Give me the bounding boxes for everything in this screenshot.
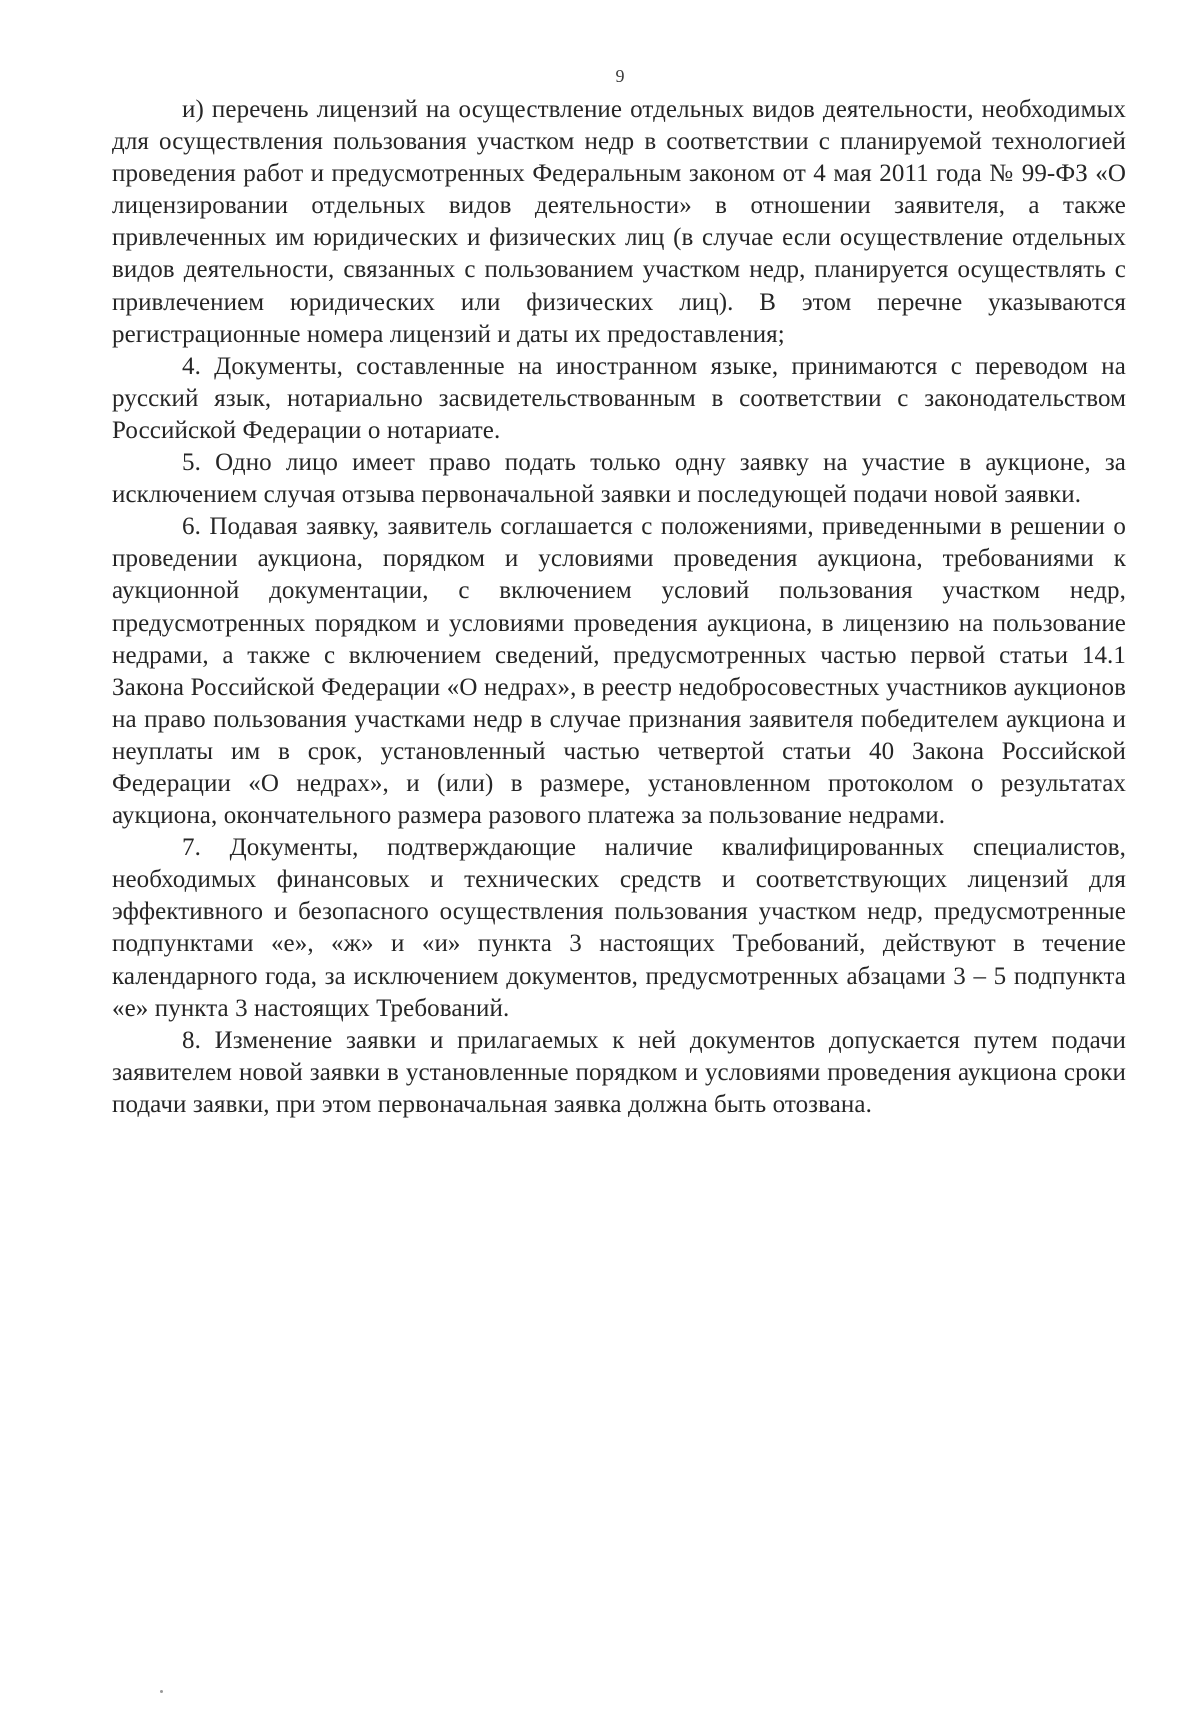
paragraph-7: 7. Документы, подтверждающие наличие квалифицированных специалистов, необходимых финансовых и технических средств и соответствующих лицензий для эффективного и безопасного осуществления пользования участком недр, предусмотренные подпунктами «е», «ж» и «и» пункта 3 настоящих Требований, действуют в течение календарного года, за исключением документов, предусмотренных абзацами 3 – 5 подпункта «е» пункта 3 настоящих Требований. xyxy=(112,834,1126,1022)
paragraph-5: 5. Одно лицо имеет право подать только одну заявку на участие в аукционе, за исключением случая отзыва первоначальной заявки и последующей подачи новой заявки. xyxy=(112,449,1126,509)
document-body xyxy=(112,94,1126,1121)
paragraph-4: 4. Документы, составленные на иностранном языке, принимаются с переводом на русский язык, нотариально засвидетельствованным в соответствии с законодательством Российской Федерации о нотариате. xyxy=(112,352,1126,444)
paragraph-8: 8. Изменение заявки и прилагаемых к ней документов допускается путем подачи заявителем новой заявки в установленные порядком и условиями проведения аукциона сроки подачи заявки, при этом первоначальная заявка должна быть отозвана. xyxy=(112,1026,1126,1118)
page-number: 9 xyxy=(615,66,625,86)
paragraph-6: 6. Подавая заявку, заявитель соглашается с положениями, приведенными в решении о проведении аукциона, порядком и условиями проведения аукциона, требованиями к аукционной документации, с включением условий пользования участком недр, предусмотренных порядком и условиями проведения аукциона, в лицензию на пользование недрами, а также с включением сведений, предусмотренных частью первой статьи 14.1 Закона Российской Федерации «О недрах», в реестр недобросовестных участников аукционов на право пользования участками недр в случае признания заявителя победителем аукциона и неуплаты им в срок, установленный частью четвертой статьи 40 Закона Российской Федерации «О недрах», и (или) в размере, установленном протоколом о результатах аукциона, окончательного размера разового платежа за пользование недрами. xyxy=(112,513,1126,830)
scan-speck xyxy=(160,1690,163,1693)
paragraph-item-i: и) перечень лицензий на осуществление отдельных видов деятельности, необходимых для осуществления пользования участком недр в соответствии с планируемой технологией проведения работ и предусмотренных Федеральным законом от 4 мая 2011 года № 99-ФЗ «О лицензировании отдельных видов деятельности» в отношении заявителя, а также привлеченных им юридических и физических лиц (в случае если осуществление отдельных видов деятельности, связанных с пользованием участком недр, планируется осуществлять с привлечением юридических или физических лиц). В этом перечне указываются регистрационные номера лицензий и даты их предоставления; xyxy=(112,96,1126,348)
